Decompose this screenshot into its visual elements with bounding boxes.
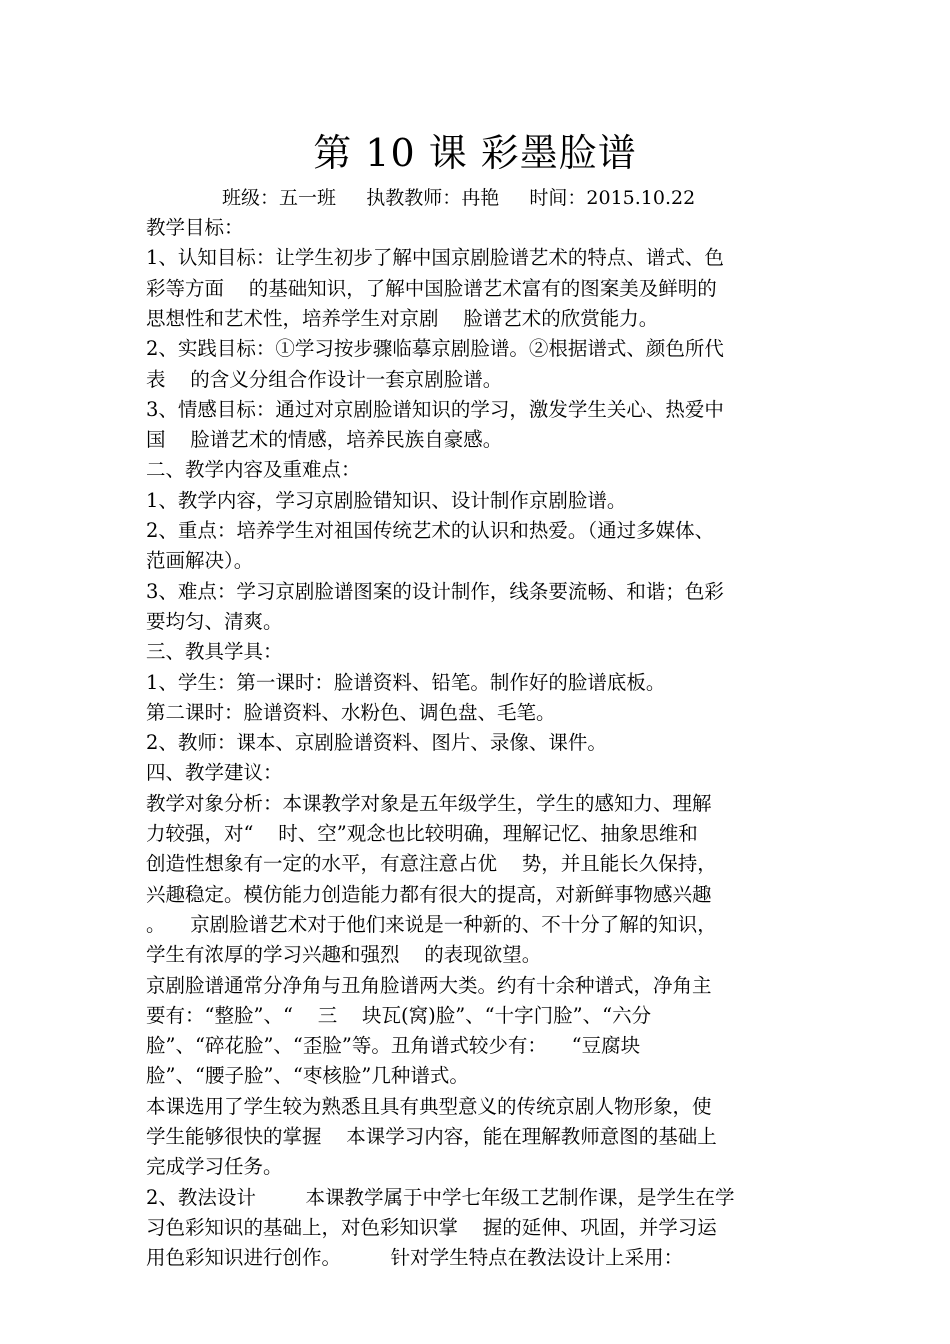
body-line: 思想性和艺术性，培养学生对京剧 脸谱艺术的欣赏能力。 — [146, 306, 659, 330]
body-line: 用色彩知识进行创作。 针对学生特点在教法设计上采用： — [146, 1246, 684, 1270]
body-line: 本课选用了学生较为熟悉且具有典型意义的传统京剧人物形象，使 — [146, 1094, 712, 1118]
body-line: 学生有浓厚的学习兴趣和强烈 的表现欲望。 — [146, 943, 542, 967]
body-line: 2、教法设计 本课教学属于中学七年级工艺制作课，是学生在学 — [146, 1185, 735, 1209]
body-line: 四、教学建议： — [146, 761, 283, 785]
body-line: 2、实践目标：①学习按步骤临摹京剧脸谱。②根据谱式、颜色所代 — [146, 337, 724, 361]
body-line: 彩等方面 的基础知识，了解中国脸谱艺术富有的图案美及鲜明的 — [146, 276, 717, 300]
body-line: 国 脸谱艺术的情感，培养民族自豪感。 — [146, 428, 503, 452]
body-line: 要均匀、清爽。 — [146, 609, 283, 633]
lesson-title: 第 10 课 彩墨脸谱 — [313, 131, 637, 175]
body-line: 范画解决）。 — [146, 549, 254, 573]
body-line: 脸”、“腰子脸”、“枣核脸”几种谱式。 — [146, 1064, 469, 1088]
body-line: 第二课时：脸谱资料、水粉色、调色盘、毛笔。 — [146, 700, 556, 724]
body-line: 创造性想象有一定的水平，有意注意占优 势，并且能长久保持， — [146, 852, 717, 876]
body-line: 完成学习任务。 — [146, 1155, 283, 1179]
body-line: 习色彩知识的基础上，对色彩知识掌 握的延伸、巩固，并学习运 — [146, 1215, 717, 1239]
body-line: 学生能够很快的掌握 本课学习内容，能在理解教师意图的基础上 — [146, 1125, 717, 1148]
body-line: 1、认知目标：让学生初步了解中国京剧脸谱艺术的特点、谱式、色 — [146, 246, 724, 270]
body-line: 三、教具学具： — [146, 640, 283, 664]
body-line: 3、难点：学习京剧脸谱图案的设计制作，线条要流畅、和谐；色彩 — [146, 579, 724, 603]
body-line: 3、情感目标：通过对京剧脸谱知识的学习，激发学生关心、热爱中 — [146, 397, 724, 421]
body-line: 二、教学内容及重难点： — [146, 458, 361, 482]
body-line: 教学目标： — [146, 216, 244, 239]
body-line: 要有：“整脸”、“ 三 块瓦(窝)脸”、“十字门脸”、“六分 — [146, 1003, 652, 1027]
body-line: 京剧脸谱通常分净角与丑角脸谱两大类。约有十余种谱式，净角主 — [146, 973, 712, 997]
body-line: 2、重点：培养学生对祖国传统艺术的认识和热爱。（通过多媒体、 — [146, 519, 715, 542]
body-line: 兴趣稳定。模仿能力创造能力都有很大的提高，对新鲜事物感兴趣 — [146, 882, 712, 906]
body-line: 1、学生：第一课时：脸谱资料、铅笔。制作好的脸谱底板。 — [146, 670, 666, 694]
body-line: 力较强，对“ 时、空”观念也比较明确，理解记忆、抽象思维和 — [146, 822, 698, 845]
lesson-meta: 班级：五一班 执教教师：冉艳 时间：2015.10.22 — [222, 187, 696, 209]
body-line: 脸”、“碎花脸”、“歪脸”等。丑角谱式较少有： “豆腐块 — [146, 1034, 641, 1058]
body-line: 2、教师：课本、京剧脸谱资料、图片、录像、课件。 — [146, 731, 607, 755]
body-line: 教学对象分析：本课教学对象是五年级学生，学生的感知力、理解 — [146, 791, 712, 815]
body-line: 。 京剧脸谱艺术对于他们来说是一种新的、不十分了解的知识， — [146, 912, 717, 936]
body-line: 1、教学内容，学习京剧脸错知识、设计制作京剧脸谱。 — [146, 488, 627, 512]
body-line: 表 的含义分组合作设计一套京剧脸谱。 — [146, 367, 503, 391]
